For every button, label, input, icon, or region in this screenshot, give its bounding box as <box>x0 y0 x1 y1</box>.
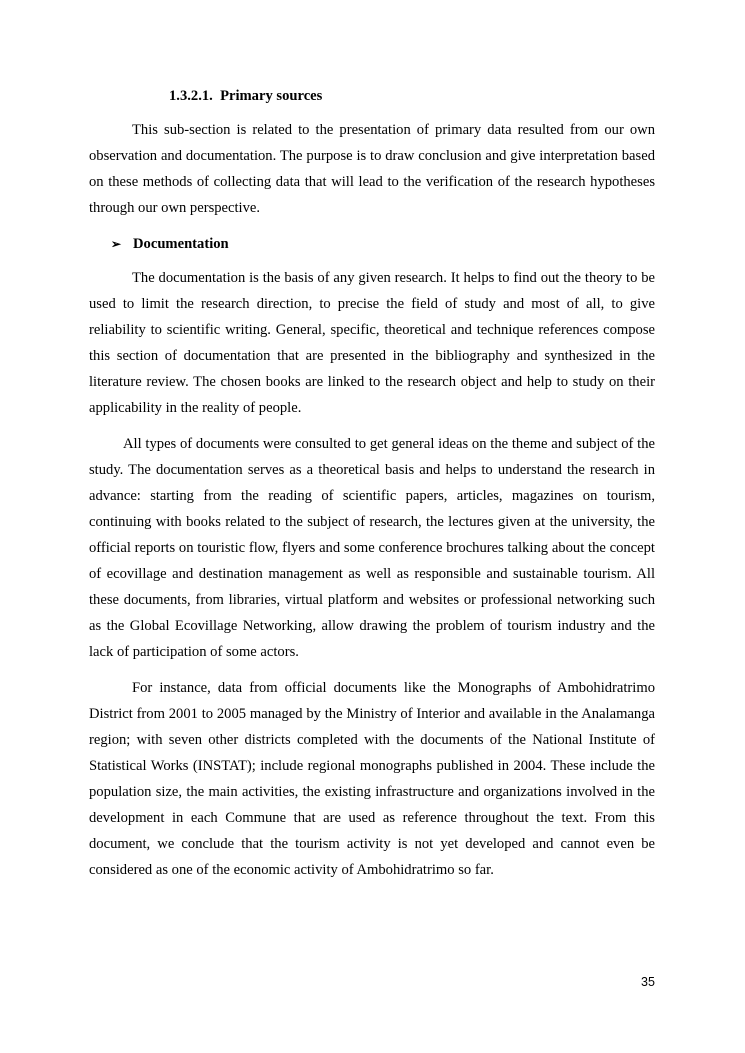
documentation-paragraph-3: For instance, data from official documents like the Monographs of Ambohidratrimo District from 2001 to 2005 managed by the Ministry of Interior and available in the Analamanga region; with seven other districts completed with the documents of the National Institute of Statistical Works (INSTAT); include regional monographs published in 2004. These include the population size, the main activities, the existing infrastructure and organizations involved in the development in each Commune that are used as reference throughout the text. From this document, we conclude that the tourism activity is not yet developed and cannot even be considered as one of the economic activity of Ambohidratrimo so far. <box>89 680 655 878</box>
documentation-paragraph-1: The documentation is the basis of any given research. It helps to find out the theory to be used to limit the research direction, to precise the field of study and most of all, to give reliability to scientific writing. General, specific, theoretical and technique references compose this section of documentation that are presented in the bibliography and synthesized in the literature review. The chosen books are linked to the research object and help to study on their applicability in the reality of people. <box>89 270 655 416</box>
documentation-subheading-label: Documentation <box>133 236 229 252</box>
arrow-bullet-icon: ➢ <box>111 237 122 251</box>
section-title: Primary sources <box>220 88 323 104</box>
section-number: 1.3.2.1. <box>169 88 213 104</box>
document-page <box>89 83 655 893</box>
intro-paragraph: This sub-section is related to the presentation of primary data resulted from our own observation and documentation. The purpose is to draw conclusion and give interpretation based on these methods of collecting data that will lead to the verification of the research hypotheses through our own perspective. <box>89 122 655 216</box>
section-heading <box>169 83 655 109</box>
page-number: 35 <box>641 975 655 989</box>
documentation-paragraph-2: All types of documents were consulted to get general ideas on the theme and subject of the study. The documentation serves as a theoretical basis and helps to understand the research in advance: starting from the reading of scientific papers, articles, magazines on tourism, continuing with books related to the subject of research, the lectures given at the university, the official reports on touristic flow, flyers and some conference brochures talking about the concept of ecovillage and destination management as well as responsible and sustainable tourism. All these documents, from libraries, virtual platform and websites or professional networking such as the Global Ecovillage Networking, allow drawing the problem of tourism industry and the lack of participation of some actors. <box>89 436 655 660</box>
documentation-subheading <box>111 231 655 257</box>
